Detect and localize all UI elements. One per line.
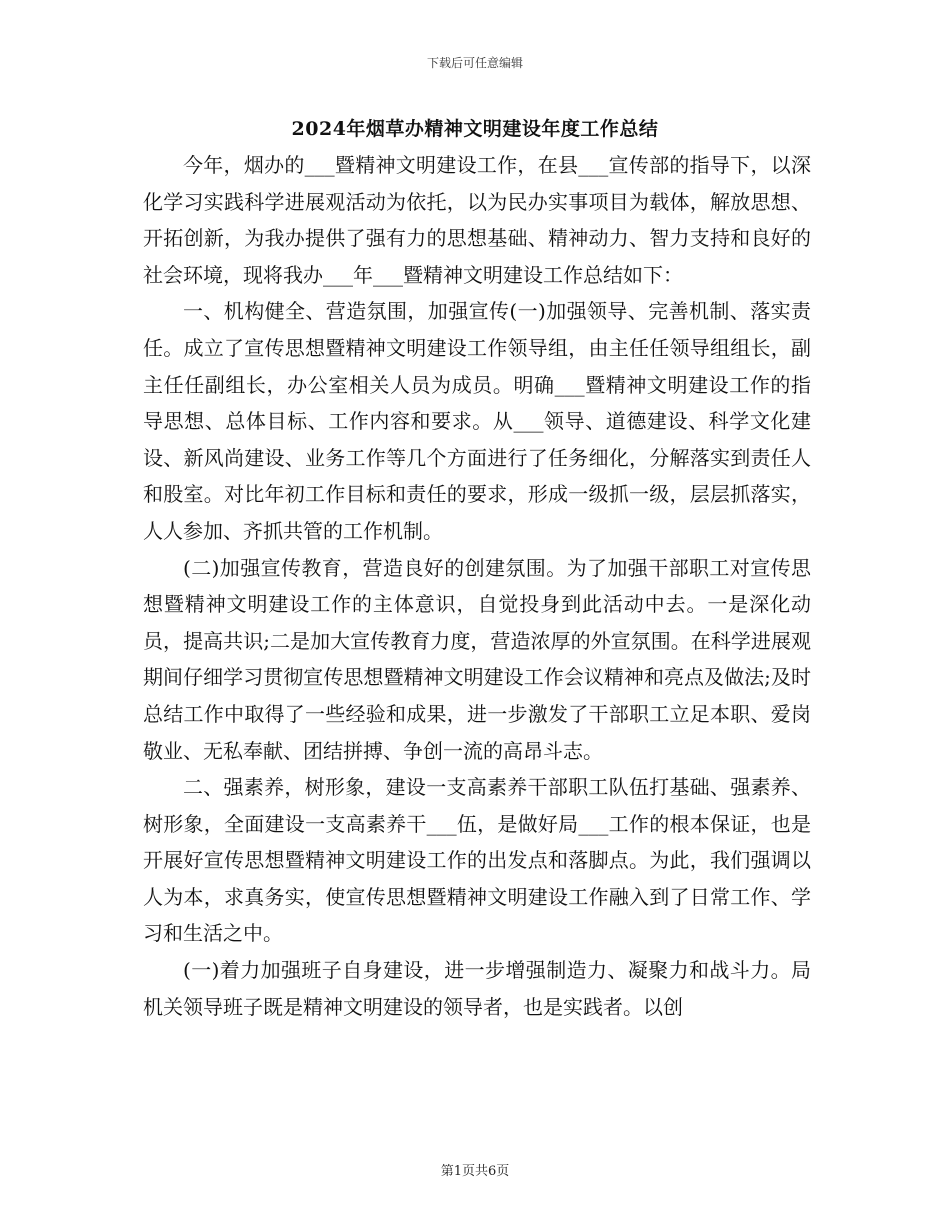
paragraph: 一、机构健全、营造氛围，加强宣传(一)加强领导、完善机制、落实责任。成立了宣传思想暨精神文明建设工作领导组，由主任任领导组组长，副主任任副组长，办公室相关人员为成员。明确___暨精神文明建设工作的指导思想、总体目标、工作内容和要求。从___领导、道德建设、科学文化建设、新风尚建设、业务工作等几个方面进行了任务细化，分解落实到责任人和股室。对比年初工作目标和责任的要求，形成一级抓一级，层层抓落实，人人参加、齐抓共管的工作机制。 <box>143 299 811 543</box>
document-title: 2024年烟草办精神文明建设年度工作总结 <box>291 118 659 140</box>
paragraph: 二、强素养，树形象，建设一支高素养干部职工队伍打基础、强素养、树形象，全面建设一支高素养干___伍，是做好局___工作的根本保证，也是开展好宣传思想暨精神文明建设工作的出发点和落脚点。为此，我们强调以人为本，求真务实，使宣传思想暨精神文明建设工作融入到了日常工作、学习和生活之中。 <box>143 775 811 946</box>
document-body <box>143 147 811 1025</box>
page-number-footer: 第1页共6页 <box>440 1164 510 1179</box>
paragraph: (一)着力加强班子自身建设，进一步增强制造力、凝聚力和战斗力。局机关领导班子既是精神文明建设的领导者，也是实践者。以创 <box>143 958 811 1019</box>
paragraph: (二)加强宣传教育，营造良好的创建氛围。为了加强干部职工对宣传思想暨精神文明建设工作的主体意识，自觉投身到此活动中去。一是深化动员，提高共识;二是加大宣传教育力度，营造浓厚的外宣氛围。在科学进展观期间仔细学习贯彻宣传思想暨精神文明建设工作会议精神和亮点及做法;及时总结工作中取得了一些经验和成果，进一步激发了干部职工立足本职、爱岗敬业、无私奉献、团结拼搏、争创一流的高昂斗志。 <box>143 555 811 763</box>
paragraph: 今年，烟办的___暨精神文明建设工作，在县___宣传部的指导下，以深化学习实践科学进展观活动为依托，以为民办实事项目为载体，解放思想、开拓创新，为我办提供了强有力的思想基础、精神动力、智力支持和良好的社会环境，现将我办___年___暨精神文明建设工作总结如下： <box>143 153 811 287</box>
header-note: 下载后可任意编辑 <box>426 56 523 70</box>
